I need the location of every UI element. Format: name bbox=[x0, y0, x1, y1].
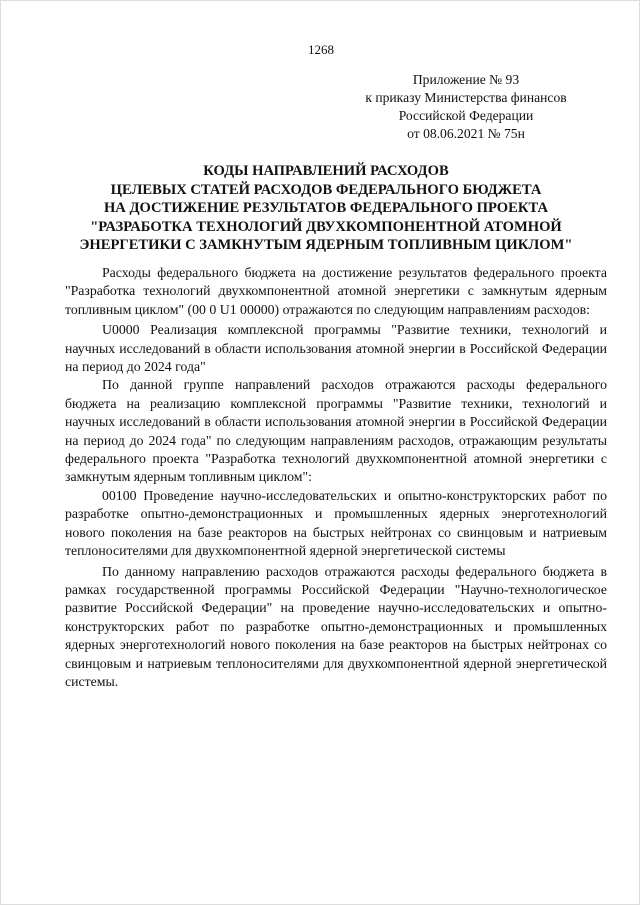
appendix-order: к приказу Министерства финансов bbox=[365, 90, 567, 105]
paragraph-code-00100: 00100 Проведение научно-исследовательских и опытно-конструкторских работ по разработке опытно-демонстрационных и промышленных ядерных энерготехнологий нового поколения на базе реакторов на быстрых нейтронах со свинцовым и натриевым теплоносителями для двухкомпонентной ядерной энергетической системы bbox=[65, 487, 607, 559]
title-line: НА ДОСТИЖЕНИЕ РЕЗУЛЬТАТОВ ФЕДЕРАЛЬНОГО ПРОЕКТА bbox=[103, 200, 549, 217]
paragraph-intro: Расходы федерального бюджета на достижение результатов федерального проекта "Разработка технологий двухкомпонентной атомной энергетики с замкнутым ядерным топливным циклом" (00 0 U1 00000) отражаются по следующим направлениям расходов: bbox=[65, 265, 607, 317]
document-body bbox=[65, 264, 607, 691]
appendix-header bbox=[331, 71, 601, 143]
title-line: КОДЫ НАПРАВЛЕНИЙ РАСХОДОВ bbox=[203, 163, 449, 179]
appendix-authority: Российской Федерации bbox=[398, 108, 534, 123]
title-line: "РАЗРАБОТКА ТЕХНОЛОГИЙ ДВУХКОМПОНЕНТНОЙ АТОМНОЙ bbox=[90, 218, 562, 235]
appendix-date: от 08.06.2021 № 75н bbox=[407, 126, 525, 141]
title-line: ЭНЕРГЕТИКИ С ЗАМКНУТЫМ ЯДЕРНЫМ ТОПЛИВНЫМ ЦИКЛОМ" bbox=[79, 237, 573, 254]
appendix-number: Приложение № 93 bbox=[412, 72, 520, 87]
paragraph-00100-description: По данному направлению расходов отражаются расходы федерального бюджета в рамках государственной программы Российской Федерации "Научно-технологическое развитие Российской Федерации" на проведение научно-исследовательских и опытно-конструкторских работ по разработке опытно-демонстрационных и промышленных ядерных энерготехнологий нового поколения на базе реакторов на быстрых нейтронах со свинцовым и натриевым теплоносителями для двухкомпонентной ядерной энергетической системы. bbox=[65, 563, 607, 689]
page-number: 1268 bbox=[308, 42, 334, 57]
paragraph-u0000-description: По данной группе направлений расходов отражаются расходы федерального бюджета на реализацию комплексной программы "Развитие техники, технологий и научных исследований в области использования атомной энергии в Российской Федерации на период до 2024 года" по следующим направлениям расходов, отражающим результаты федерального проекта "Разработка технологий двухкомпонентной атомной энергетики с замкнутым ядерным топливным циклом": bbox=[65, 377, 607, 485]
document-title bbox=[41, 162, 611, 255]
title-line: ЦЕЛЕВЫХ СТАТЕЙ РАСХОДОВ ФЕДЕРАЛЬНОГО БЮДЖЕТА bbox=[110, 181, 542, 198]
paragraph-code-u0000: U0000 Реализация комплексной программы "Развитие техники, технологий и научных исследований в области использования атомной энергии в Российской Федерации на период до 2024 года" bbox=[65, 322, 607, 375]
